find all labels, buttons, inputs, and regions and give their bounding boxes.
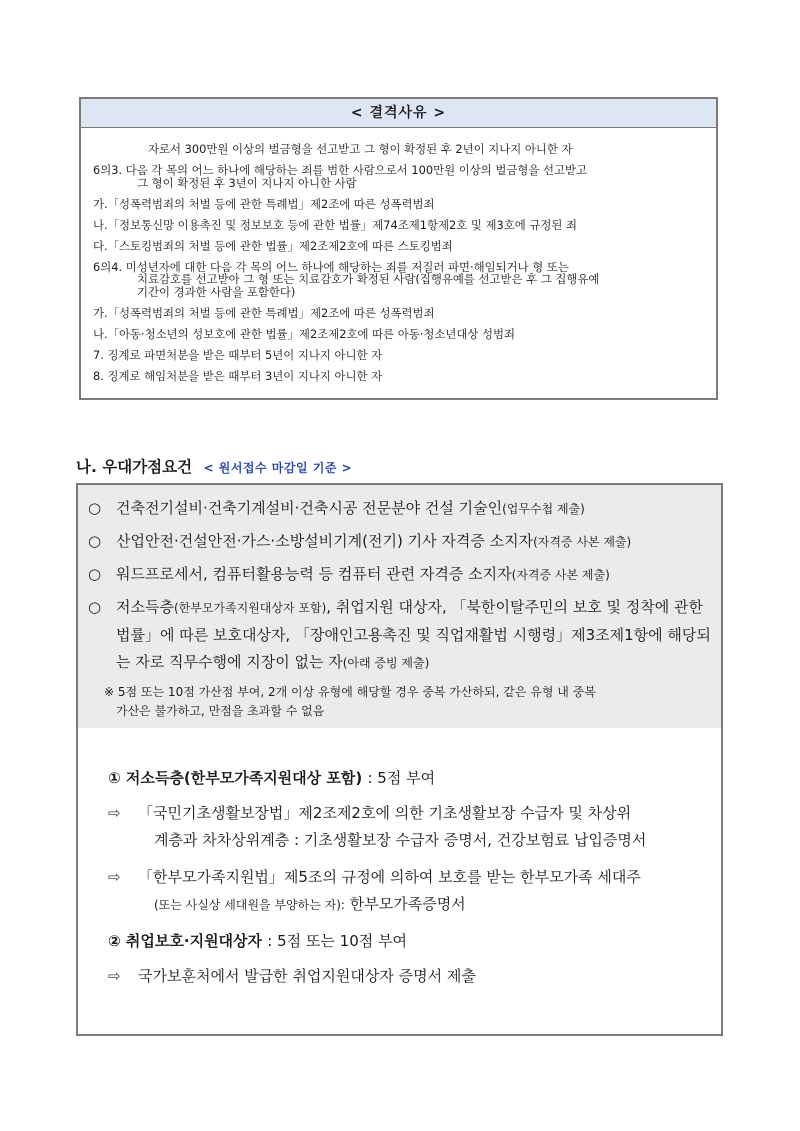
- row-text: 「국민기초생활보장법」제2조제2호에 의한 기초생활보장 수급자 및 차상위: [138, 804, 632, 822]
- note-mark: ※: [104, 685, 115, 699]
- heading-points: : 5점 또는 10점 부여: [267, 932, 407, 950]
- row-text-cont: [138, 891, 721, 919]
- disqualification-box: [79, 97, 718, 400]
- disqualification-list: [81, 128, 716, 382]
- circle-bullet: ○: [88, 532, 102, 550]
- bonus-note: [88, 683, 721, 721]
- criteria-item: [88, 561, 721, 588]
- criteria-text: , 취업지원 대상자, 「북한이탈주민의 보호 및 정착에 관한 법률」에 따른 보호대상자, 「장애인고용촉진 및 직업재활법 시행령」제3조제1항에 해당되는 자로 직무수행에 지장이 없는 자: [116, 598, 711, 671]
- heading-points: : 5점 부여: [367, 769, 436, 787]
- criteria-note: (자격증 사본 제출): [511, 568, 610, 582]
- criteria-text: 건축전기설비·건축기계설비·건축시공 전문분야 건설 기술인: [116, 499, 503, 517]
- item-text-cont: 기간이 경과한 사람을 포함한다): [137, 284, 296, 299]
- disqualification-item: [93, 261, 706, 299]
- section-title: [76, 455, 352, 477]
- arrow-icon: ⇨: [108, 804, 121, 822]
- disqualification-item: 가.「성폭력범죄의 처벌 등에 관한 특례법」제2조에 따른 성폭력범죄: [93, 196, 435, 211]
- disqualification-item: [93, 164, 706, 189]
- row-text: 한부모가족증명서: [349, 895, 466, 913]
- document-row: [108, 800, 721, 854]
- row-text-cont: 계층과 차차상위계층 : 기초생활보장 수급자 증명서, 건강보험료 납입증명서: [154, 831, 647, 849]
- note-text: 5점 또는 10점 가산점 부여, 2개 이상 유형에 해당할 경우 중복 가산하되, 같은 유형 내 중복: [117, 685, 596, 699]
- item-text: 6의4. 미성년자에 대한 다음 각 목의 어느 하나에 해당하는 죄를 저질러 파면·해임되거나 형 또는: [93, 259, 569, 274]
- criteria-note: (한부모가족지원대상자 포함): [173, 601, 327, 615]
- criteria-note: (업무수첩 제출): [502, 502, 585, 516]
- document-row: [108, 963, 721, 990]
- criteria-item: [88, 528, 721, 555]
- arrow-icon: ⇨: [108, 967, 121, 985]
- disqualification-item: 나.「정보통신망 이용촉진 및 정보보호 등에 관한 법률」제74조제1항제2호 및 제3호에 규정된 죄: [93, 217, 577, 232]
- row-small-text: (또는 사실상 세대원을 부양하는 자):: [154, 898, 345, 912]
- item-text-cont: 그 형이 확정된 후 3년이 지나지 아니한 사람: [137, 175, 357, 190]
- disqualification-title: < 결격사유 >: [81, 99, 716, 128]
- section-subtitle: < 원서접수 마감일 기준 >: [203, 461, 353, 475]
- criteria-note: (아래 증빙 제출): [342, 656, 430, 670]
- disqualification-item: 7. 징계로 파면처분을 받은 때부터 5년이 지나지 아니한 자: [93, 347, 383, 362]
- criteria-panel: [78, 485, 721, 728]
- item-text: 6의3. 다음 각 목의 어느 하나에 해당하는 죄를 범한 사람으로서 100만원 이상의 벌금형을 선고받고: [93, 163, 588, 177]
- criteria-note: (자격증 사본 제출): [533, 535, 632, 549]
- document-row: [108, 864, 721, 919]
- heading-text: ① 저소득층(한부모가족지원대상 포함): [108, 769, 363, 787]
- low-income-heading: [108, 766, 721, 790]
- disqualification-item: 나.「아동·청소년의 성보호에 관한 법률」제2조제2호에 따른 아동·청소년대상 성범죄: [93, 326, 515, 341]
- criteria-text: 산업안전·건설안전·가스·소방설비기계(전기) 기사 자격증 소지자: [116, 532, 534, 550]
- circle-bullet: ○: [88, 565, 102, 583]
- circle-bullet: ○: [88, 499, 102, 517]
- disqualification-item: 다.「스토킹범죄의 처벌 등에 관한 법률」제2조제2호에 따른 스토킹범죄: [93, 238, 453, 253]
- circle-bullet: ○: [88, 598, 102, 616]
- document-requirements: [78, 728, 721, 990]
- arrow-icon: ⇨: [108, 868, 121, 886]
- criteria-item: [88, 594, 721, 677]
- row-text: 「한부모가족지원법」제5조의 규정에 의하여 보호를 받는 한부모가족 세대주: [138, 868, 641, 886]
- criteria-text: 저소득층: [116, 598, 174, 616]
- item-text-cont: 치료감호를 선고받아 그 형 또는 치료감호가 확정된 사람(집행유예를 선고받은 후 그 집행유예: [137, 272, 600, 286]
- heading-text: ② 취업보호·지원대상자: [108, 932, 263, 950]
- note-text-cont: 가산은 불가하고, 만점을 초과할 수 없음: [116, 704, 325, 718]
- preferential-box: [76, 483, 723, 1036]
- row-text: 국가보훈처에서 발급한 취업지원대상자 증명서 제출: [138, 967, 476, 985]
- criteria-item: [88, 495, 721, 522]
- employment-heading: [108, 929, 721, 953]
- disqualification-item: 가.「성폭력범죄의 처벌 등에 관한 특례법」제2조에 따른 성폭력범죄: [93, 305, 435, 320]
- section-title-text: 나. 우대가점요건: [76, 458, 193, 476]
- disqualification-item: 자로서 300만원 이상의 벌금형을 선고받고 그 형이 확정된 후 2년이 지나지 아니한 자: [148, 142, 573, 156]
- disqualification-item: 8. 징계로 해임처분을 받은 때부터 3년이 지나지 아니한 자: [93, 368, 383, 383]
- criteria-text: 워드프로세서, 컴퓨터활용능력 등 컴퓨터 관련 자격증 소지자: [116, 565, 512, 583]
